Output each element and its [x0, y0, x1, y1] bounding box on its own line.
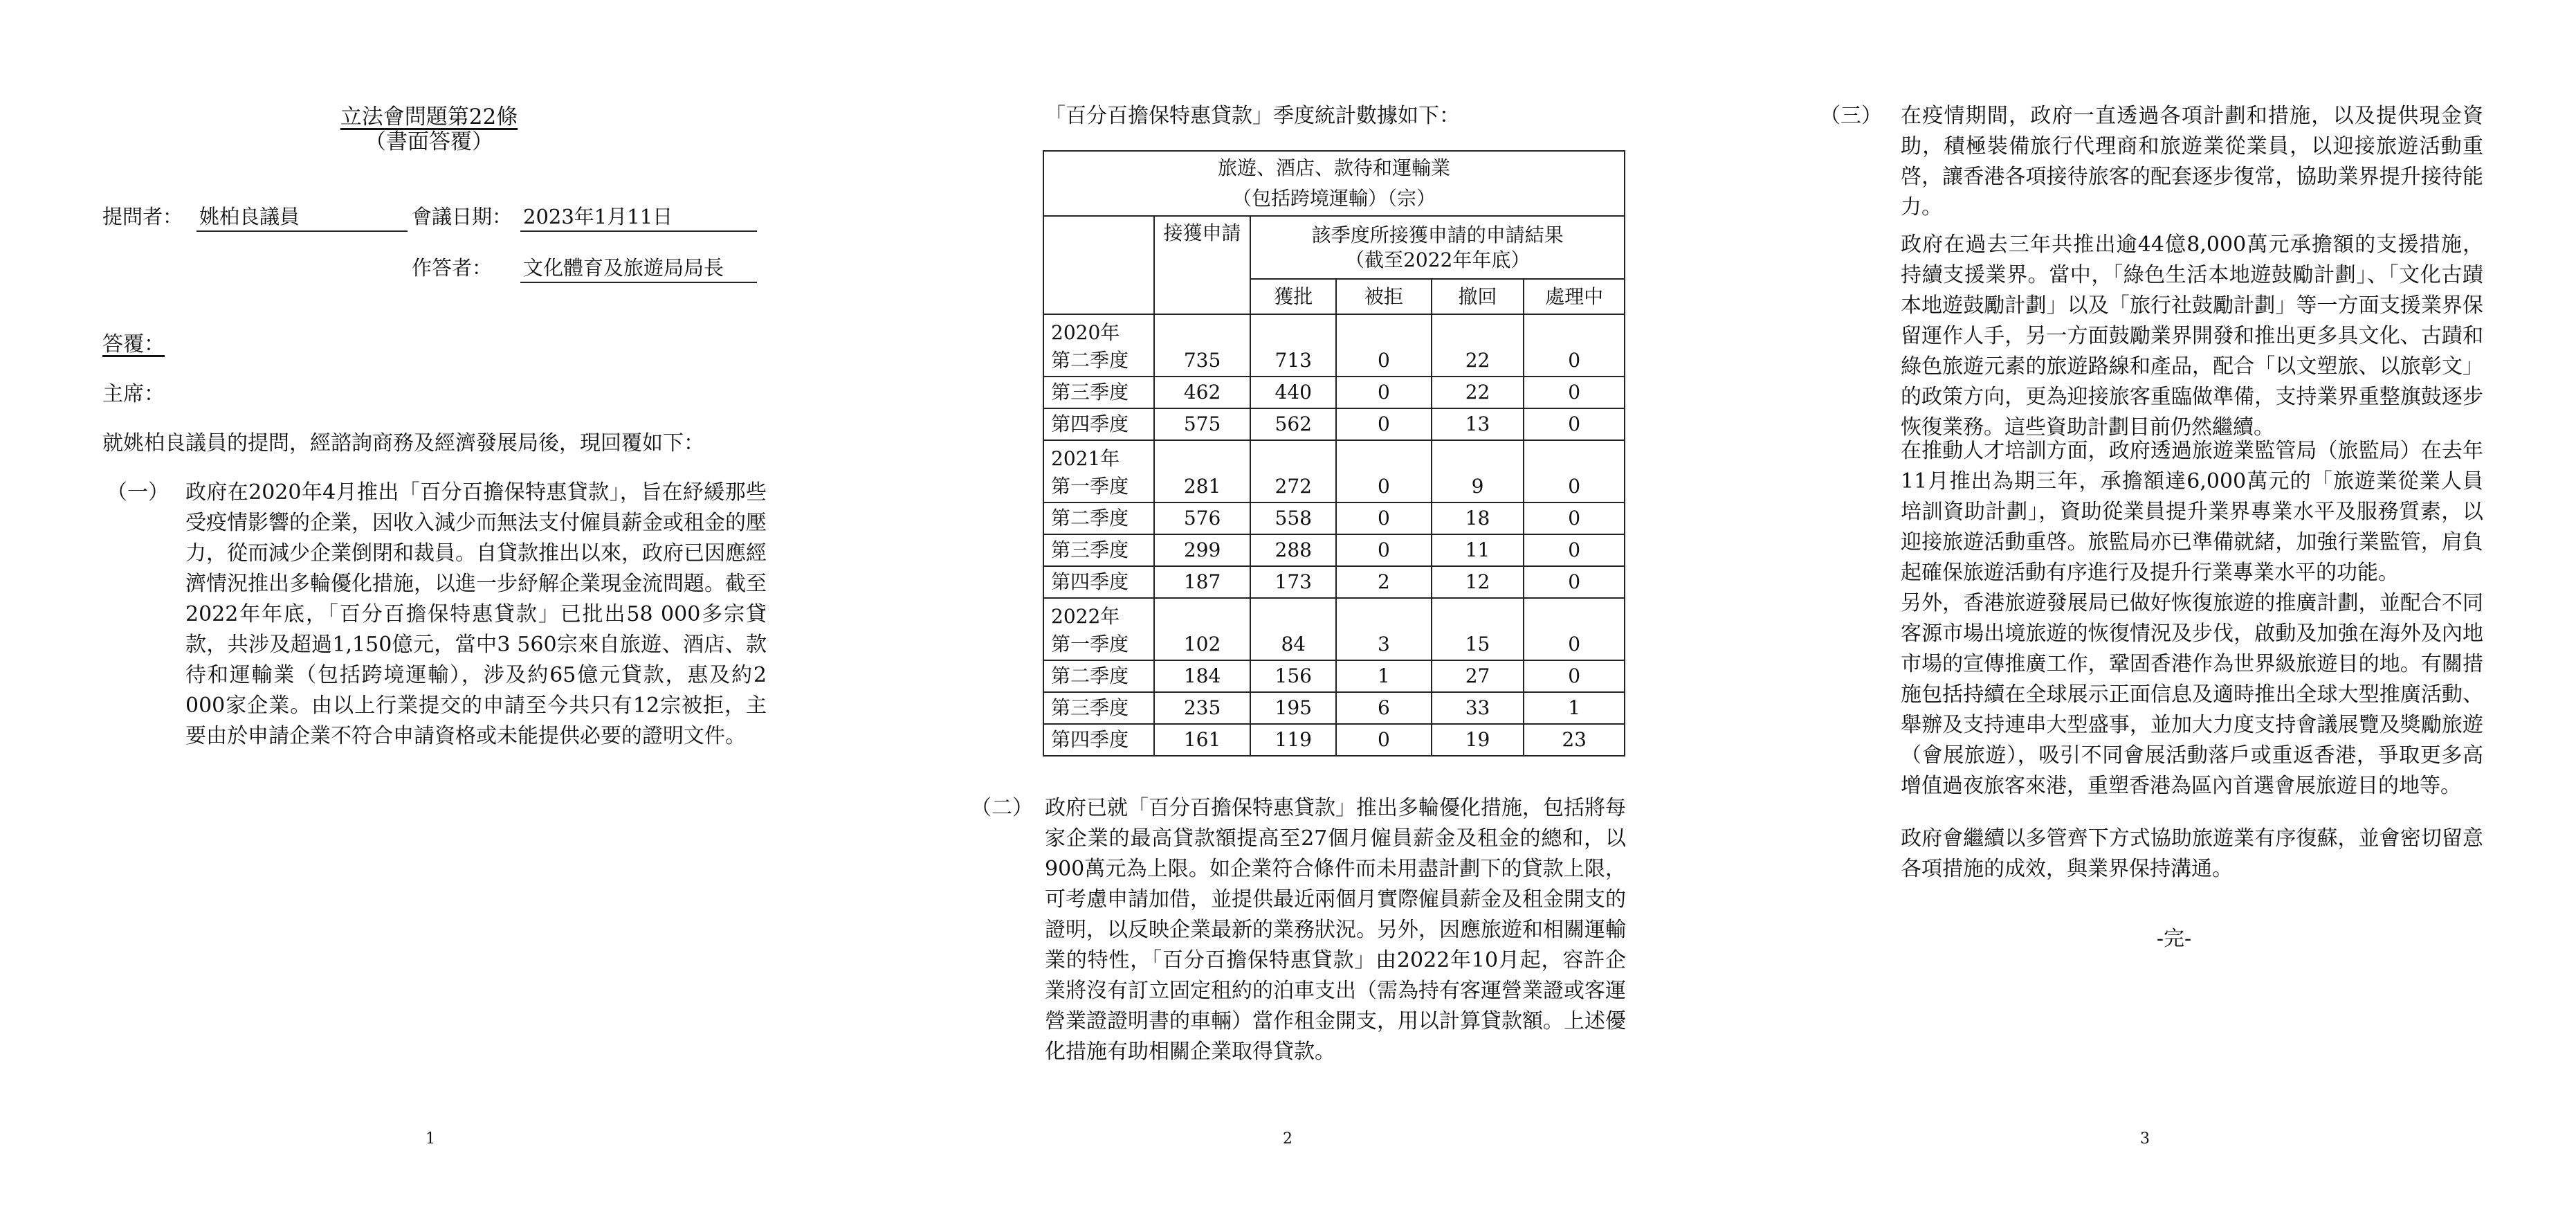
cell-rejected: 0 [1336, 345, 1432, 377]
year-label: 2021年 [1043, 440, 1154, 471]
cell-quarter: 第二季度 [1043, 502, 1154, 534]
year-row-blank-cell [1336, 440, 1432, 471]
cell-received: 299 [1154, 534, 1251, 566]
year-row-blank-cell [1524, 440, 1625, 471]
col-header-result [1250, 216, 1625, 279]
table-intro: 「百分百擔保特惠貸款」季度統計數據如下： [1045, 104, 1460, 128]
loan-statistics-table [1043, 150, 1625, 757]
page-number-2: 2 [1283, 1130, 1292, 1148]
cell-withdrawn: 22 [1432, 345, 1524, 377]
chair-salutation: 主席： [102, 382, 165, 406]
intro-paragraph: 就姚柏良議員的提問，經諮詢商務及經濟發展局後，現回覆如下： [102, 431, 704, 455]
training-paragraph: 在推動人才培訓方面，政府透過旅遊業監管局（旅監局）在去年11月推出為期三年，承擔額達6,000萬元的「旅遊業從業人員培訓資助計劃」，資助從業員提升業界專業水平及服務質素，以迎接旅遊活動重啓。旅監局亦已準備就緒，加強行業監管，肩負起確保旅遊活動有序進行及提升行業專業水平的功能。 [1901, 439, 2483, 585]
year-row-blank-cell [1154, 314, 1251, 345]
cell-quarter: 第三季度 [1043, 534, 1154, 566]
table-row [1043, 345, 1625, 377]
year-row-blank-cell [1336, 598, 1432, 629]
cell-withdrawn: 19 [1432, 724, 1524, 756]
cell-rejected: 0 [1336, 377, 1432, 408]
cell-processing: 0 [1524, 345, 1625, 377]
page-3 [1717, 0, 2576, 1214]
cell-received: 576 [1154, 502, 1251, 534]
table-corner-cell [1043, 216, 1154, 314]
asker-field: 姚柏良議員 [197, 203, 408, 232]
cell-quarter: 第三季度 [1043, 692, 1154, 724]
cell-processing: 0 [1524, 660, 1625, 692]
cell-withdrawn: 33 [1432, 692, 1524, 724]
cell-received: 102 [1154, 629, 1251, 660]
cell-processing: 0 [1524, 408, 1625, 440]
date-label: 會議日期： [412, 205, 513, 228]
cell-approved: 119 [1250, 724, 1336, 756]
cell-processing: 1 [1524, 692, 1625, 724]
promotion-paragraph: 另外，香港旅遊發展局已做好恢復旅遊的推廣計劃，並配合不同客源市場出境旅遊的恢復情況及步伐，啟動及加強在海外及內地市場的宣傳推廣工作，鞏固香港作為世界級旅遊目的地。有關措施包括持續在全球展示正面信息及適時推出全球大型推廣活動、舉辦及支持連串大型盛事，並加大力度支持會議展覽及獎勵旅遊（會展旅遊），吸引不同會展活動落戶或重返香港，爭取更多高增值過夜旅客來港，重塑香港為區內首選會展旅遊目的地等。 [1901, 591, 2483, 798]
table-sector-header [1043, 151, 1625, 216]
section-1-paragraph: 政府在2020年4月推出「百分百擔保特惠貸款」，旨在紓緩那些受疫情影響的企業，因收入減少而無法支付僱員薪金或租金的壓力，從而減少企業倒閉和裁員。自貸款推出以來，政府已因應經濟情況推出多輪優化措施，以進一步紓解企業現金流問題。截至2022年年底，「百分百擔保特惠貸款」已批出58 000多宗貸款，共涉及超過1,150億元，當中3 560宗來自旅遊、酒店、款待和運輸業（包括跨境運輸），涉及約65億元貸款，惠及約2 000家企業。由以上行業提交的申請至今共只有12宗被拒，主要由於申請企業不符合申請資格或未能提供必要的證明文件。 [185, 480, 767, 748]
question-title: 立法會問題第22條 [340, 105, 518, 129]
table-year-row [1043, 314, 1625, 345]
year-row-blank-cell [1250, 598, 1336, 629]
cell-quarter: 第二季度 [1043, 345, 1154, 377]
cell-quarter: 第一季度 [1043, 629, 1154, 660]
year-row-blank-cell [1336, 314, 1432, 345]
cell-withdrawn: 11 [1432, 534, 1524, 566]
cell-approved: 562 [1250, 408, 1336, 440]
col-header-processing: 處理中 [1524, 279, 1625, 314]
cell-withdrawn: 15 [1432, 629, 1524, 660]
section-3-marker: （三） [1820, 104, 1882, 128]
cell-quarter: 第一季度 [1043, 471, 1154, 502]
table-row [1043, 534, 1625, 566]
table-sector-header-line2: （包括跨境運輸）（宗） [1232, 187, 1436, 210]
cell-processing: 0 [1524, 471, 1625, 502]
col-header-rejected: 被拒 [1336, 279, 1432, 314]
table-sector-header-line1: 旅遊、酒店、款待和運輸業 [1217, 156, 1450, 179]
cell-rejected: 2 [1336, 566, 1432, 598]
cell-quarter: 第二季度 [1043, 660, 1154, 692]
end-mark: -完- [2156, 927, 2192, 951]
year-row-blank-cell [1524, 314, 1625, 345]
cell-processing: 0 [1524, 629, 1625, 660]
replier-field: 文化體育及旅遊局局長 [520, 254, 757, 283]
cell-withdrawn: 18 [1432, 502, 1524, 534]
year-row-blank-cell [1524, 598, 1625, 629]
table-row [1043, 660, 1625, 692]
cell-processing: 0 [1524, 377, 1625, 408]
page-2 [859, 0, 1717, 1214]
table-row [1043, 408, 1625, 440]
cell-rejected: 0 [1336, 471, 1432, 502]
cell-received: 735 [1154, 345, 1251, 377]
cell-rejected: 0 [1336, 724, 1432, 756]
year-row-blank-cell [1250, 440, 1336, 471]
replier-label: 作答者： [412, 256, 493, 280]
cell-approved: 84 [1250, 629, 1336, 660]
col-header-received: 接獲申請 [1154, 216, 1251, 314]
table-row [1043, 377, 1625, 408]
table-row [1043, 502, 1625, 534]
cell-approved: 195 [1250, 692, 1336, 724]
cell-withdrawn: 13 [1432, 408, 1524, 440]
year-row-blank-cell [1154, 440, 1251, 471]
year-row-blank-cell [1250, 314, 1336, 345]
section-2-marker: （二） [971, 796, 1033, 820]
table-year-row [1043, 440, 1625, 471]
cell-processing: 0 [1524, 534, 1625, 566]
cell-received: 235 [1154, 692, 1251, 724]
cell-approved: 558 [1250, 502, 1336, 534]
cell-approved: 173 [1250, 566, 1336, 598]
cell-quarter: 第四季度 [1043, 566, 1154, 598]
section-2-paragraph: 政府已就「百分百擔保特惠貸款」推出多輪優化措施，包括將每家企業的最高貸款額提高至27個月僱員薪金及租金的總和，以900萬元為上限。如企業符合條件而未用盡計劃下的貸款上限，可考慮申請加借，並提供最近兩個月實際僱員薪金及租金開支的證明，以反映企業最新的業務狀況。另外，因應旅遊和相關運輸業的特性，「百分百擔保特惠貸款」由2022年10月起，容許企業將沒有訂立固定租約的泊車支出（需為持有客運營業證或客運營業證證明書的車輛）當作租金開支，用以計算貸款額。上述優化措施有助相關企業取得貸款。 [1045, 796, 1626, 1064]
cell-received: 187 [1154, 566, 1251, 598]
cell-received: 462 [1154, 377, 1251, 408]
year-row-blank-cell [1154, 598, 1251, 629]
cell-rejected: 1 [1336, 660, 1432, 692]
reply-heading: 答覆： [102, 332, 165, 356]
date-field: 2023年1月11日 [520, 203, 757, 232]
section-1-marker: （一） [107, 480, 169, 505]
table-year-row [1043, 598, 1625, 629]
page-number-3: 3 [2140, 1130, 2150, 1148]
closing-paragraph: 政府會繼續以多管齊下方式協助旅遊業有序復蘇，並會密切留意各項措施的成效，與業界保持溝通。 [1901, 826, 2483, 881]
cell-processing: 0 [1524, 502, 1625, 534]
cell-rejected: 3 [1336, 629, 1432, 660]
cell-received: 184 [1154, 660, 1251, 692]
col-header-withdrawn: 撤回 [1432, 279, 1524, 314]
year-label: 2022年 [1043, 598, 1154, 629]
cell-quarter: 第四季度 [1043, 408, 1154, 440]
cell-approved: 713 [1250, 345, 1336, 377]
cell-rejected: 0 [1336, 502, 1432, 534]
year-row-blank-cell [1432, 598, 1524, 629]
cell-approved: 272 [1250, 471, 1336, 502]
year-row-blank-cell [1432, 440, 1524, 471]
col-header-result-line1: 該季度所接獲申請的申請結果 [1311, 223, 1564, 246]
cell-rejected: 0 [1336, 534, 1432, 566]
cell-approved: 288 [1250, 534, 1336, 566]
table-row [1043, 471, 1625, 502]
cell-processing: 23 [1524, 724, 1625, 756]
table-row [1043, 629, 1625, 660]
page-1 [0, 0, 859, 1214]
cell-processing: 0 [1524, 566, 1625, 598]
cell-withdrawn: 27 [1432, 660, 1524, 692]
col-header-approved: 獲批 [1250, 279, 1336, 314]
cell-approved: 156 [1250, 660, 1336, 692]
cell-withdrawn: 9 [1432, 471, 1524, 502]
cell-rejected: 0 [1336, 408, 1432, 440]
funding-paragraph: 政府在過去三年共推出逾44億8,000萬元承擔額的支援措施，持續支援業界。當中，「綠色生活本地遊鼓勵計劃」、「文化古蹟本地遊鼓勵計劃」以及「旅行社鼓勵計劃」等一方面支援業界保留運作人手，另一方面鼓勵業界開發和推出更多具文化、古蹟和綠色旅遊元素的旅遊路線和產品，配合「以文塑旅、以旅彰文」的政策方向，更為迎接旅客重臨做準備，支持業界重整旗鼓逐步恢復業務。這些資助計劃目前仍然繼續。 [1901, 233, 2483, 440]
cell-received: 161 [1154, 724, 1251, 756]
col-header-result-line2: （截至2022年年底） [1345, 248, 1531, 271]
cell-quarter: 第三季度 [1043, 377, 1154, 408]
year-row-blank-cell [1432, 314, 1524, 345]
cell-quarter: 第四季度 [1043, 724, 1154, 756]
page-number-1: 1 [426, 1130, 435, 1148]
section-3-paragraph: 在疫情期間，政府一直透過各項計劃和措施，以及提供現金資助，積極裝備旅行代理商和旅遊業從業員，以迎接旅遊活動重啓，讓香港各項接待旅客的配套逐步復常，協助業界提升接待能力。 [1901, 104, 2483, 219]
cell-withdrawn: 12 [1432, 566, 1524, 598]
cell-approved: 440 [1250, 377, 1336, 408]
cell-withdrawn: 22 [1432, 377, 1524, 408]
question-subtitle: （書面答覆） [365, 129, 493, 154]
asker-label: 提問者： [102, 205, 183, 228]
cell-received: 575 [1154, 408, 1251, 440]
cell-rejected: 6 [1336, 692, 1432, 724]
table-row [1043, 692, 1625, 724]
table-row [1043, 724, 1625, 756]
cell-received: 281 [1154, 471, 1251, 502]
table-row [1043, 566, 1625, 598]
year-label: 2020年 [1043, 314, 1154, 345]
